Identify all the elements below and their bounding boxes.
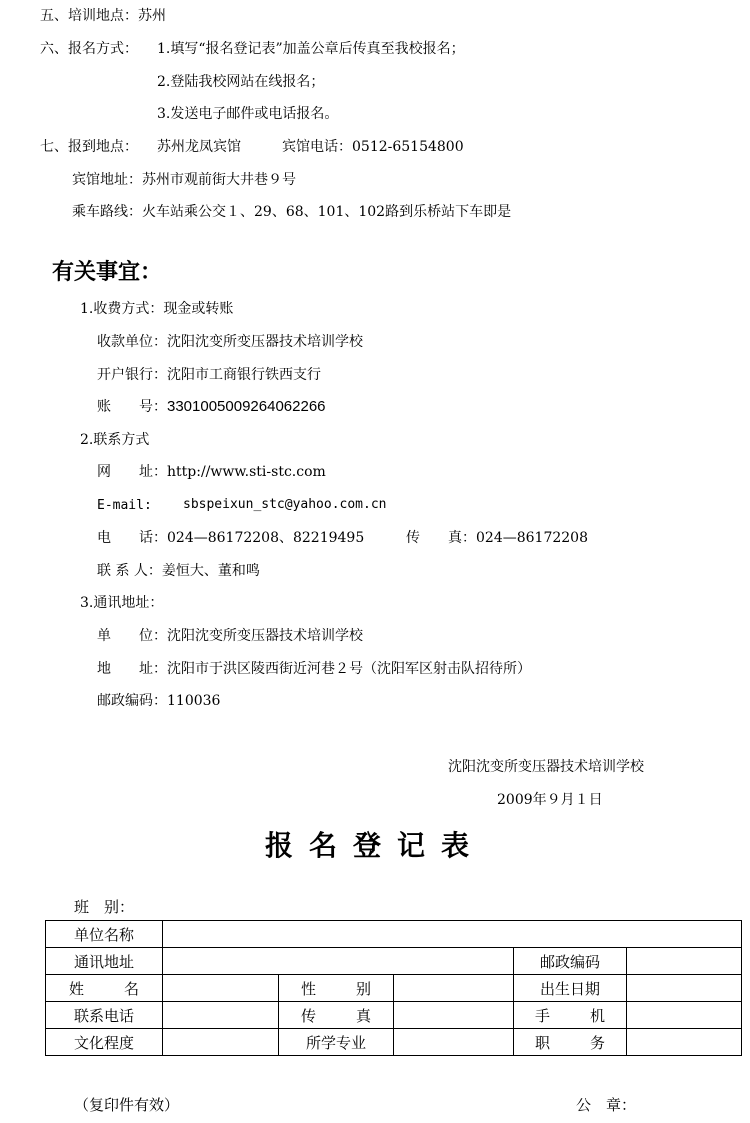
name-label-text: 姓名 (68, 979, 179, 998)
copy-valid-note: （复印件有效） (74, 1096, 180, 1114)
item6-option-3: 3.发送电子邮件或电话报名。 (157, 106, 339, 122)
mobile-label-text: 手机 (534, 1006, 645, 1025)
fax-number: 传 真：024—86172208 (406, 530, 588, 546)
signature-date: 2009年９月１日 (497, 792, 603, 808)
major-label: 所学专业 (279, 1029, 394, 1056)
bank-name: 开户银行：沈阳市工商银行铁西支行 (97, 367, 321, 383)
form-title: 报名登记表 (264, 829, 485, 862)
item6-option-1: 1.填写“报名登记表”加盖公章后传真至我校报名； (157, 41, 465, 57)
phone-field[interactable] (163, 1002, 279, 1029)
item6-label: 六、报名方式： (40, 41, 138, 57)
birth-label: 出生日期 (514, 975, 627, 1002)
item7-label: 七、报到地点： (40, 139, 138, 155)
postal-address: 地 址：沈阳市于洪区陵西街近河巷２号（沈阳军区射击队招待所） (97, 661, 531, 677)
hotel-address: 宾馆地址：苏州市观前街大井巷９号 (72, 172, 296, 188)
unit-name-field[interactable] (163, 921, 742, 948)
fax-field[interactable] (394, 1002, 514, 1029)
address-label: 通讯地址 (46, 948, 163, 975)
contact-title: 2.联系方式 (80, 432, 150, 448)
unit-name-label: 单位名称 (46, 921, 163, 948)
postcode: 邮政编码：110036 (97, 693, 221, 709)
class-label: 班 别： (74, 898, 135, 916)
item6-option-2: 2.登陆我校网站在线报名； (157, 74, 325, 90)
gender-field[interactable] (394, 975, 514, 1002)
email-row (97, 496, 152, 515)
table-row (46, 948, 742, 975)
education-field[interactable] (163, 1029, 279, 1056)
website: 网 址：http://www.sti-stc.com (97, 464, 326, 480)
matters-heading: 有关事宜： (52, 260, 163, 285)
table-row (46, 921, 742, 948)
address-field[interactable] (163, 948, 514, 975)
item5-location: 五、培训地点：苏州 (40, 8, 166, 24)
item7-hotel: 苏州龙凤宾馆 (157, 139, 241, 155)
postcode-field[interactable] (627, 948, 742, 975)
birth-field[interactable] (627, 975, 742, 1002)
position-label-text: 职务 (534, 1033, 645, 1052)
signature-org: 沈阳沈变所变压器技术培训学校 (448, 759, 644, 775)
account-number: 3301005009264062266 (167, 398, 326, 415)
fax-label-text: 传真 (300, 1006, 411, 1025)
table-row (46, 975, 742, 1002)
account-row (97, 398, 326, 416)
phone-label: 联系电话 (46, 1002, 163, 1029)
contact-persons: 联 系 人：姜恒大、董和鸣 (97, 563, 260, 579)
address-title: 3.通讯地址： (80, 595, 164, 611)
table-row (46, 1002, 742, 1029)
name-field[interactable] (163, 975, 279, 1002)
mobile-label (514, 1002, 645, 1029)
email-label: E-mail: (97, 498, 152, 513)
registration-table (45, 920, 742, 1056)
education-label: 文化程度 (46, 1029, 163, 1056)
fax-label (279, 1002, 411, 1029)
postcode-label: 邮政编码 (514, 948, 627, 975)
payment-method: 1.收费方式：现金或转账 (80, 301, 234, 317)
email-value: sbspeixun_stc@yahoo.com.cn (183, 497, 387, 512)
major-field[interactable] (394, 1029, 514, 1056)
account-label: 账 号： (97, 399, 167, 415)
item7-hotel-phone: 宾馆电话：0512-65154800 (282, 139, 464, 155)
payee-unit: 收款单位：沈阳沈变所变压器技术培训学校 (97, 334, 363, 350)
bus-route: 乘车路线：火车站乘公交１、29、68、101、102路到乐桥站下车即是 (72, 204, 512, 220)
table-row (46, 1029, 742, 1056)
unit-name: 单 位：沈阳沈变所变压器技术培训学校 (97, 628, 363, 644)
gender-label (279, 975, 411, 1002)
position-label (514, 1029, 645, 1056)
gender-label-text: 性别 (300, 979, 411, 998)
name-label (46, 975, 179, 1002)
seal-label: 公 章： (576, 1096, 637, 1114)
phone-numbers: 电 话：024—86172208、82219495 (97, 530, 365, 546)
